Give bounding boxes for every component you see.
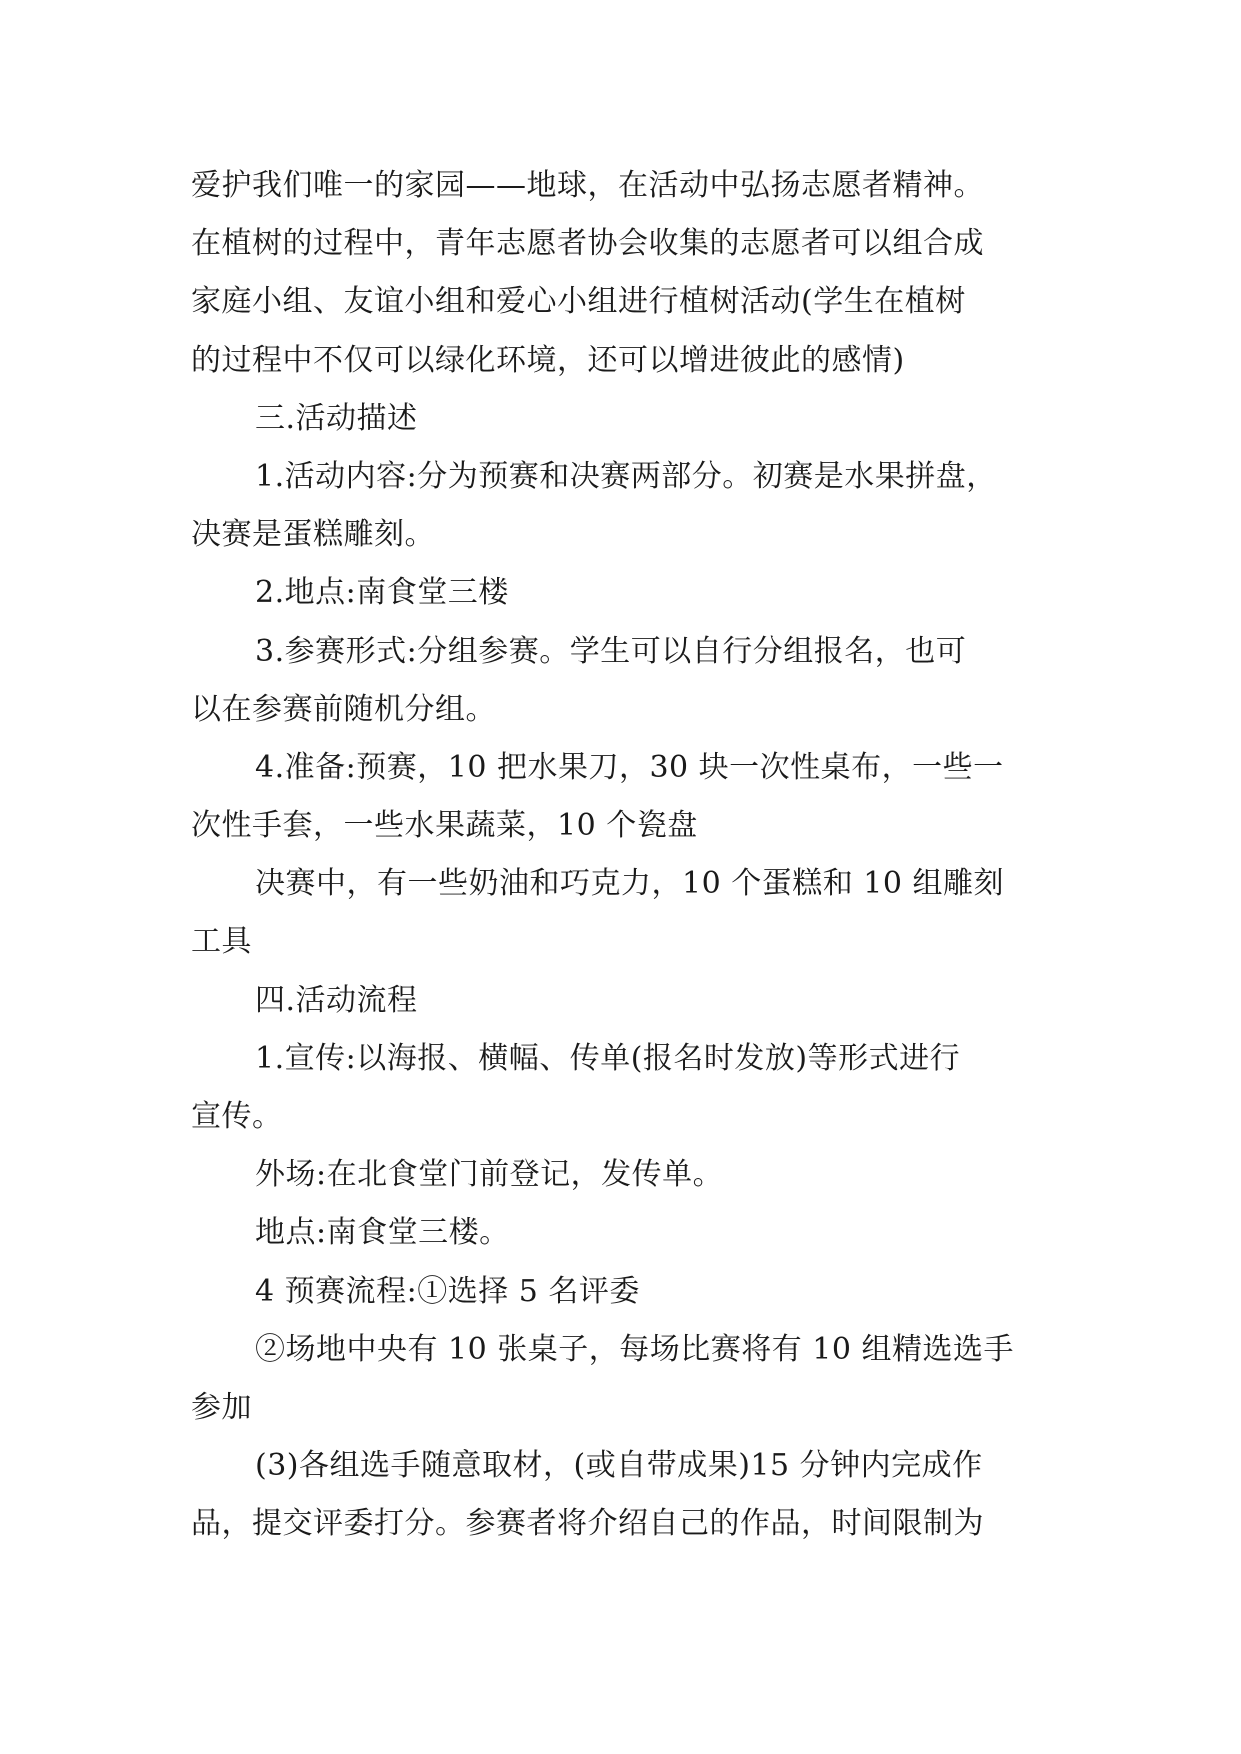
text-line: 在植树的过程中，青年志愿者协会收集的志愿者可以组合成: [191, 226, 984, 262]
text-line: 4 预赛流程:①选择 5 名评委: [255, 1273, 640, 1309]
text-line: 家庭小组、友谊小组和爱心小组进行植树活动(学生在植树: [191, 284, 966, 320]
text-line: 以在参赛前随机分组。: [191, 691, 496, 727]
text-line: ②场地中央有 10 张桌子，每场比赛将有 10 组精选选手: [255, 1331, 1014, 1367]
text-line: 外场:在北食堂门前登记，发传单。: [255, 1157, 724, 1193]
text-line: 4.准备:预赛，10 把水果刀，30 块一次性桌布，一些一: [255, 749, 1004, 785]
text-line: 地点:南食堂三楼。: [255, 1215, 510, 1251]
text-line: 次性手套，一些水果蔬菜，10 个瓷盘: [191, 808, 698, 844]
text-line: (3)各组选手随意取材，(或自带成果)15 分钟内完成作: [255, 1448, 983, 1484]
text-line: 工具: [191, 924, 252, 960]
text-line: 的过程中不仅可以绿化环境，还可以增进彼此的感情): [191, 342, 905, 378]
section-heading: 四.活动流程: [255, 982, 418, 1018]
text-line: 1.活动内容:分为预赛和决赛两部分。初赛是水果拼盘，: [255, 458, 997, 494]
text-line: 宣传。: [191, 1099, 283, 1134]
text-line: 品，提交评委打分。参赛者将介绍自己的作品，时间限制为: [191, 1506, 984, 1542]
section-heading: 三.活动描述: [255, 400, 418, 436]
text-line: 1.宣传:以海报、横幅、传单(报名时发放)等形式进行: [255, 1040, 961, 1076]
text-line: 2.地点:南食堂三楼: [255, 575, 509, 611]
text-line: 参加: [191, 1389, 252, 1425]
text-line: 3.参赛形式:分组参赛。学生可以自行分组报名，也可: [255, 633, 967, 669]
text-line: 决赛中，有一些奶油和巧克力，10 个蛋糕和 10 组雕刻: [255, 866, 1004, 902]
document-body: [191, 157, 1053, 1554]
text-line: 决赛是蛋糕雕刻。: [191, 517, 435, 553]
text-line: 爱护我们唯一的家园——地球，在活动中弘扬志愿者精神。: [191, 168, 984, 203]
